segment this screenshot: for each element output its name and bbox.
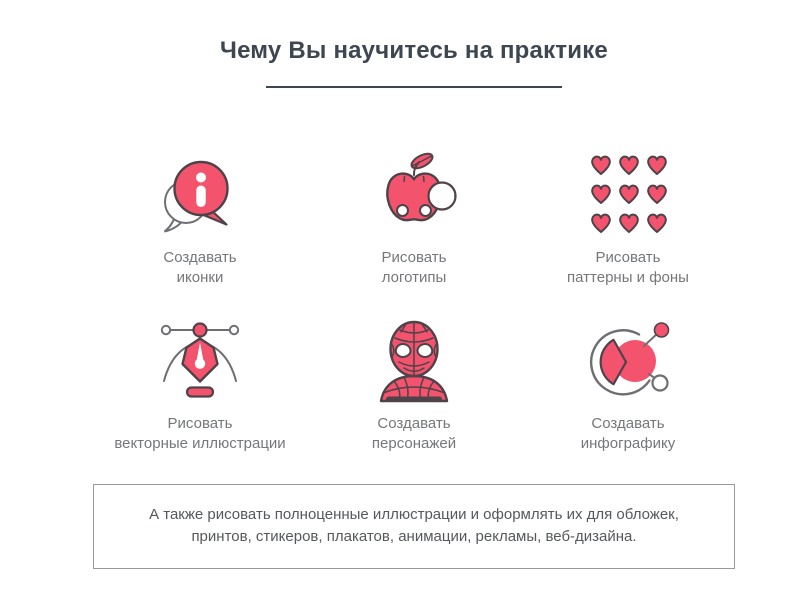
skill-label: Рисовать логотипы bbox=[381, 249, 447, 286]
skill-card-icons bbox=[93, 148, 307, 288]
title-divider bbox=[266, 86, 562, 88]
learn-in-practice-section bbox=[93, 0, 735, 569]
note-line-2: принтов, стикеров, плакатов, анимации, рекламы, веб-дизайна. bbox=[191, 528, 637, 545]
skill-label: Рисовать векторные иллюстрации bbox=[114, 415, 286, 452]
page-title: Чему Вы научитесь на практике bbox=[220, 37, 608, 64]
skill-card-logos bbox=[307, 148, 521, 288]
skill-label: Создавать инфографику bbox=[580, 415, 676, 452]
spiderman-mask-icon bbox=[371, 317, 457, 403]
pie-chart-infographic-icon bbox=[585, 317, 671, 403]
skill-label: Создавать иконки bbox=[163, 249, 237, 286]
note-line-1: А также рисовать полноценные иллюстрации и оформлять их для обложек, bbox=[149, 506, 679, 523]
info-speech-bubble-icon bbox=[157, 151, 243, 237]
pen-tool-icon bbox=[157, 317, 243, 403]
skill-card-characters bbox=[307, 314, 521, 454]
hearts-pattern-icon bbox=[586, 152, 670, 236]
skill-label: Создавать персонажей bbox=[371, 415, 457, 452]
additional-skills-note bbox=[93, 484, 735, 569]
skill-label: Рисовать паттерны и фоны bbox=[567, 249, 689, 286]
skills-grid bbox=[93, 148, 735, 454]
skill-card-patterns bbox=[521, 148, 735, 288]
apple-logo-icon bbox=[371, 151, 457, 237]
skill-card-vector bbox=[93, 314, 307, 454]
skill-card-infographics bbox=[521, 314, 735, 454]
